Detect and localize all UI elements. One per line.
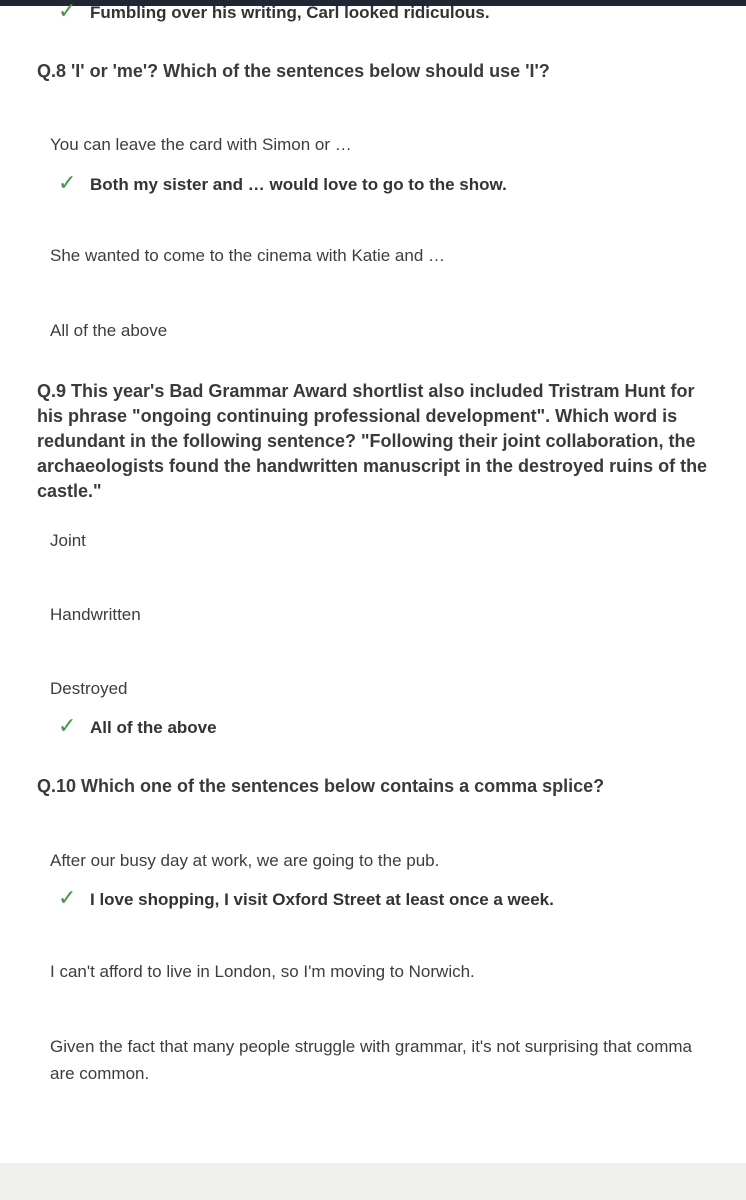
- q8-option-3[interactable]: She wanted to come to the cinema with Katie and …: [50, 246, 446, 265]
- footer-band: [0, 1163, 746, 1200]
- q8-option-4[interactable]: All of the above: [50, 321, 168, 340]
- checkmark-icon: ✓: [58, 0, 77, 23]
- option-label: Fumbling over his writing, Carl looked ridiculous.: [90, 3, 490, 22]
- q10-option-4[interactable]: Given the fact that many people struggle with grammar, it's not surprising that comma are common.: [50, 1037, 692, 1083]
- q9-option-4-correct[interactable]: [58, 712, 728, 741]
- q10-option-1[interactable]: After our busy day at work, we are going to the pub.: [50, 851, 440, 870]
- question-9: Q.9 This year's Bad Grammar Award shortlist also included Tristram Hunt for his phrase "ongoing continuing professional development". Which word is redundant in the following sentence? "Following their joint collaboration, the archaeologists found the handwritten manuscript in the destroyed ruins of the castle.": [37, 381, 708, 501]
- q10-option-2-correct[interactable]: [58, 884, 728, 913]
- option-label: All of the above: [90, 718, 217, 737]
- q7-answer-correct[interactable]: [58, 0, 728, 26]
- q9-option-2[interactable]: Handwritten: [50, 605, 141, 624]
- option-label: I love shopping, I visit Oxford Street at least once a week.: [90, 890, 554, 909]
- q8-option-1[interactable]: You can leave the card with Simon or …: [50, 135, 352, 154]
- question-10: Q.10 Which one of the sentences below contains a comma splice?: [37, 776, 605, 796]
- q9-option-3[interactable]: Destroyed: [50, 679, 128, 698]
- checkmark-icon: ✓: [58, 713, 77, 738]
- checkmark-icon: ✓: [58, 170, 77, 195]
- question-8: Q.8 'I' or 'me'? Which of the sentences below should use 'I'?: [37, 61, 550, 81]
- q9-option-1[interactable]: Joint: [50, 531, 86, 550]
- q10-option-3[interactable]: I can't afford to live in London, so I'm moving to Norwich.: [50, 962, 475, 981]
- checkmark-icon: ✓: [58, 885, 77, 910]
- option-label: Both my sister and … would love to go to the show.: [90, 175, 507, 194]
- q8-option-2-correct[interactable]: [58, 169, 728, 198]
